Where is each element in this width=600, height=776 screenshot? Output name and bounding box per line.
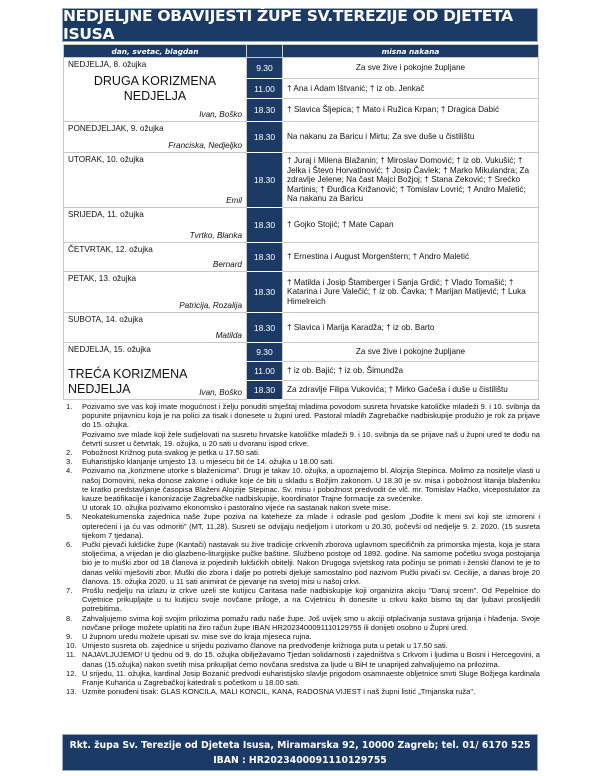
announcement-text: Umjesto susreta ob. zajednice u srijedu pozivamo članove na predvođenje križnoga puta u petak u 17.50 sati. (82, 641, 448, 651)
mass-time: 18.30 (247, 153, 283, 208)
announcement-text: Prošlu nedjelju na izlazu iz crkve uzeli ste kutijicu Caritasa naše nadbiskupije koji organizira akciju "Daruj srcem". Od Pepelnice do Cvjetnice prikupljajte u tu kutijicu svoje novčane priloge, a na Cvjetnicu ih donesite u crkvu kako bismo taj dar ljubavi proslijedili potrebitima. (82, 586, 540, 614)
day-cell (64, 313, 247, 343)
table-row (64, 153, 539, 208)
announcement-item (60, 669, 540, 687)
saint-names: Patricija, Rozalija (179, 301, 242, 310)
day-name: NEDJELJA, 15. ožujka (68, 345, 151, 354)
announcement-item (60, 641, 540, 650)
day-cell (64, 243, 247, 272)
announcement-number: 5. (66, 512, 73, 522)
announcement-text: Zahvaljujemo svima koji svojim prilozima pomažu radu naše župe. Još uvijek smo u akciji otplaćivanja sustava grijanja i hlađenja. Svoje novčane priloge možete uplatiti na žiro račun župe IBAN HR2023400091110129755 ili donijeti osobno u Župni ured. (82, 613, 540, 632)
announcement-item (60, 687, 540, 696)
day-name: NEDJELJA, 8. ožujka (68, 60, 147, 69)
mass-intention: † Ernestina i August Morgenštern; † Andro Maletić (283, 243, 539, 272)
announcement-text: Pozivamo sve vas koji imate mogućnost i želju ponuditi smještaj mladima povodom susreta hrvatske katoličke mladeži 9. i 10. svibnja da popunite prijavnicu koja je na polici za tisak i donesete u župni ured. Pastoral mladih Zagrebačke nadbiskupije produžio je rok za prijave do 15. ožujka. (82, 402, 540, 430)
day-cell (64, 122, 247, 153)
saint-names: Ivan, Boško (199, 110, 242, 119)
day-cell (64, 58, 247, 122)
mass-intention: Za zdravlje Filipa Vukovića; † Mirko Gaćeša i duše u čistilištu (283, 381, 539, 400)
table-header-row (64, 45, 539, 58)
announcement-text: U župnom uredu možete upisati sv. mise sve do kraja mjeseca rujna. (82, 632, 312, 642)
saint-names: Emil (226, 196, 242, 205)
mass-time: 18.30 (247, 272, 283, 313)
day-cell (64, 272, 247, 313)
announcement-item (60, 512, 540, 540)
mass-intention: † Juraj i Milena Blažanin; † Miroslav Domović; † iz ob. Vukušić; † Jelka i Števo Horvatinović; † Josip Čavlek; † Marko Mikulandra; Za zdravlje Jelene; Na čast Majci Božjoj; † Stana Zeković; † Srećko Martinis; † Đurđica Križanović; † Tomislav Lovrić; † Andro Maletić; Na nakanu za Baricu (283, 153, 539, 208)
announcement-text: Pobožnost Križnog puta svakog je petka u 17.50 sati. (82, 448, 260, 458)
announcement-number: 10. (66, 641, 77, 651)
header-intention: misna nakana (283, 45, 539, 58)
day-name: PETAK, 13. ožujka (68, 274, 137, 283)
saint-names: Bernard (212, 260, 242, 269)
mass-intention: † iz ob. Bajić; † iz ob. Šimundža (283, 362, 539, 381)
day-name: SUBOTA, 14. ožujka (68, 315, 143, 324)
mass-time: 18.30 (247, 122, 283, 153)
announcement-item (60, 614, 540, 632)
table-row (64, 122, 539, 153)
mass-schedule-table (63, 44, 539, 400)
announcement-item (60, 402, 540, 448)
mass-time: 18.30 (247, 243, 283, 272)
mass-time: 9.30 (247, 58, 283, 79)
announcement-number: 1. (66, 402, 73, 411)
announcement-number: 7. (66, 586, 73, 596)
announcement-number: 8. (66, 613, 73, 623)
mass-intention: Na nakanu za Baricu i Mirtu; Za sve duše u čistilištu (283, 122, 539, 153)
feast-name: TREĆA KORIZMENA NEDJELJA (68, 367, 187, 396)
announcement-number: 3. (66, 457, 73, 467)
announcement-item (60, 540, 540, 586)
announcement-text: Pozivamo sve mlade koji žele sudjelovati na susretu hrvatske katoličke mladeži 9. i 10. svibnja da se prijave naš u župni ured te dođu na četvrti susret u četvrtak, 19. ožujka, u 20 sati u dvoranu ispod crkve. (82, 429, 540, 448)
saint-names: Matilda (215, 331, 242, 340)
header-day: dan, svetac, blagdan (64, 45, 247, 58)
announcements-list (60, 402, 540, 697)
page-title: NEDJELJNE OBAVIJESTI ŽUPE SV.TEREZIJE OD DJETETA ISUSA (62, 8, 538, 42)
table-row (64, 313, 539, 343)
day-cell (64, 153, 247, 208)
day-name: SRIJEDA, 11. ožujka (68, 210, 144, 219)
mass-time: 11.00 (247, 362, 283, 381)
mass-intention: † Gojko Stojić; † Mate Capan (283, 208, 539, 243)
announcement-text: U srijedu, 11. ožujka, kardinal Josip Bozanić predvodi euharistijsko slavlje prigodom osamnaeste obljetnice smrti Sluge Božjega kardinala Franje Kuharića u Zagrebačkoj katedrali s početkom u 18.00 sati. (82, 668, 540, 688)
announcement-number: 13. (66, 687, 77, 697)
table-row (64, 272, 539, 313)
table-row (64, 343, 539, 362)
day-name: UTORAK, 10. ožujka (68, 155, 144, 164)
saint-names: Franciska, Nedjeljko (168, 141, 242, 150)
footer-iban: IBAN : HR2023400091110129755 (213, 755, 387, 766)
announcement-text: Pučki pjevači lukšićke župe (Kantači) nastavak su žive tradicije crkvenih zborova uglavnom specifičnih za primorska mjesta, koja je stara stoljećima, a vrijedan je dio glazbeno-liturgijske pučke baštine. Službeno postoje od 1892. godine. Na samome početku svoga postojanja bio je to muški zbor od 18 članova iz pojedinih lukšićkih obitelji. Nakon Drugoga svjetskog rata počinju se primati i ženski članovi te je to danas veliki mješoviti zbor. Muški dio zbora i dalje po potrebi djeluje samostalno pod nazivom Pučki pivači sv. Cecilije, a danas broje 20 članova. 15. ožujka 2020. u 11 sati animirat će pjevanje na svetoj misi u našoj crkvi. (82, 540, 540, 586)
announcement-item (60, 632, 540, 641)
saint-names: Tvrtko, Blanka (189, 231, 242, 240)
mass-intention: † Matilda i Josip Štamberger i Sanja Grdić; † Vlado Tomašić; † Katarina i Jure Valečić; † iz ob. Čavka; † Marijan Matijević; † Luka Himelreich (283, 272, 539, 313)
mass-time: 9.30 (247, 343, 283, 362)
announcement-number: 4. (66, 466, 73, 476)
mass-time: 18.30 (247, 313, 283, 343)
day-cell (64, 343, 247, 400)
day-name: ČETVRTAK, 12. ožujka (68, 245, 153, 254)
announcement-number: 6. (66, 540, 73, 550)
header-time (247, 45, 283, 58)
day-cell (64, 208, 247, 243)
announcement-item (60, 466, 540, 512)
mass-intention: † Ana i Adam Ištvanić; † iz ob. Jenkač (283, 79, 539, 99)
table-row (64, 58, 539, 79)
mass-time: 18.30 (247, 381, 283, 400)
saint-names: Ivan, Boško (199, 388, 242, 397)
announcement-number: 12. (66, 668, 77, 678)
table-row (64, 208, 539, 243)
mass-time: 11.00 (247, 79, 283, 99)
announcement-text: NAJAVLJUJEMO! U tjednu od 9. do 15. ožujka obilježavamo Tjedan solidarnosti i zajedništva s Crkvom i ljudima u Bosni i Hercegovini, a danas (15.ožujka) nakon svetih misa prikupljat ćemo novčana sredstva za ljude u BiH te unaprijed zahvaljujemo na prilozima. (82, 650, 540, 669)
announcement-text: Neokatekumenska zajednica naše župe poziva na kateheze za mlade i odrasle pod geslom „Dođite k meni svi koji ste izmoreni i opterećeni i ja ću vas odmoriti" (MT, 11,28). Susreti se odvijaju nedjeljom i utorkom u 20.30, počevši od nedjelje 9. 2. 2020. (15 susreta tijekom 7 tjedana). (82, 512, 540, 540)
announcement-number: 11. (66, 650, 76, 660)
day-name: PONEDJELJAK, 9. ožujka (68, 124, 164, 133)
announcement-item (60, 650, 540, 668)
announcement-item (60, 457, 540, 466)
announcement-text: Pozivamo na „korizmene utorke s blaženicima". Drugi je takav 10. ožujka, a upoznajemo bl. Alojzija Stepinca. Molimo za nositelje vlasti u našoj Domovini, neka donose zakone i odluke koje će biti u skladu s Božjim zakonom. U 18.30 je sv. misa i pobožnost litanija blaženiku te kratko predstavljanje časopisa Blaženi Alojzije Stepinac. Sv. misu i pobožnost predvodit će vlč. mr. Tomislav Hačko, vicepostulator za kauze beatifikacije i kanonizacije Zagrebačke nadbiskupije, koordinator Trajne formacije za svećenike. (82, 466, 540, 504)
announcement-text: Euharistijsko klanjanje umjesto 13. u mjesecu bit će 14. ožujka u 18.00 sati. (82, 457, 335, 467)
announcement-number: 9. (66, 632, 73, 642)
announcement-item (60, 586, 540, 614)
mass-intention: † Slavica i Marija Karadža; † iz ob. Barto (283, 313, 539, 343)
announcement-item (60, 448, 540, 457)
mass-intention: Za sve žive i pokojne župljane (283, 343, 539, 362)
mass-intention: † Slavica Šljepica; † Mato i Ružica Krpan; † Dragica Dabić (283, 99, 539, 122)
mass-time: 18.30 (247, 208, 283, 243)
announcement-text: U utorak 10. ožujka pozivamo ekonomsko i pastoralno vijeće na sastanak nakon svete mise. (82, 503, 391, 513)
footer-address: Rkt. župa Sv. Terezije od Djeteta Isusa, Miramarska 92, 10000 Zagreb; tel. 01/ 6170 525 (69, 740, 531, 751)
announcement-text: Uzmite ponuđeni tisak: GLAS KONCILA, MALI KONCIL, KANA, RADOSNA VIJEST i naš župni listić „Trnjanska ruža". (82, 687, 476, 697)
feast-name: DRUGA KORIZMENA NEDJELJA (93, 73, 217, 103)
table-row (64, 243, 539, 272)
mass-intention: Za sve žive i pokojne župljane (283, 58, 539, 79)
announcement-number: 2. (66, 448, 73, 458)
footer (62, 734, 538, 771)
mass-time: 18.30 (247, 99, 283, 122)
